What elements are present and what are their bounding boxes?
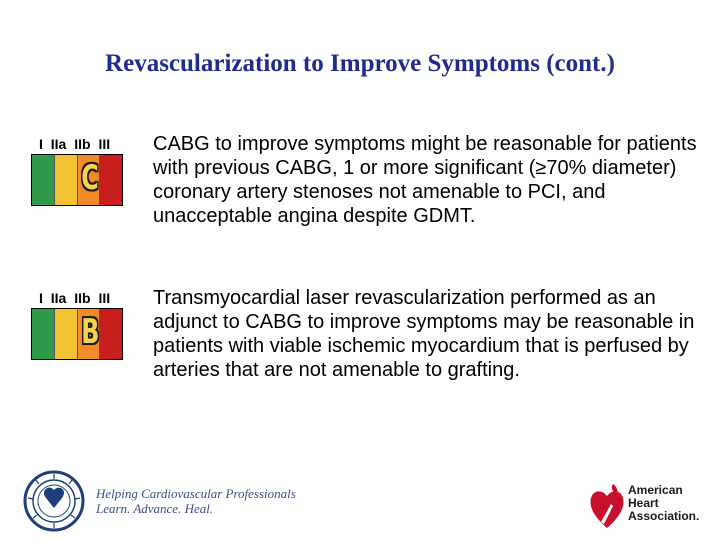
acc-tagline-line-2: Learn. Advance. Heal. bbox=[96, 501, 214, 516]
class-label-IIb: IIb bbox=[74, 290, 91, 306]
class-I-segment bbox=[32, 155, 55, 205]
level-of-evidence: C bbox=[80, 158, 99, 198]
aha-wordmark bbox=[628, 484, 699, 523]
acc-tagline bbox=[96, 486, 296, 516]
acc-tagline-line-1: Helping Cardiovascular Professionals bbox=[96, 486, 296, 501]
recommendation-text: CABG to improve symptoms might be reasonable for patients with previous CABG, 1 or more significant (≥70% diameter) coronary artery stenoses not amenable to PCI, and unacceptable angina despite GDMT. bbox=[153, 133, 697, 227]
recommendation-text: Transmyocardial laser revascularization performed as an adjunct to CABG to improve symptoms may be reasonable in patients with viable ischemic myocardium that is perfused by arteries that are not amenable to grafting. bbox=[153, 287, 695, 381]
recommendation-class-bar bbox=[31, 154, 123, 206]
class-label-I: I bbox=[39, 136, 43, 152]
aha-line-3: Association. bbox=[628, 509, 700, 523]
class-IIa-segment bbox=[55, 155, 78, 205]
class-III-segment bbox=[100, 155, 122, 205]
class-label-III: III bbox=[98, 136, 111, 152]
class-labels bbox=[39, 290, 139, 306]
class-label-IIa: IIa bbox=[50, 290, 67, 306]
level-of-evidence: B bbox=[80, 312, 99, 352]
class-label-III: III bbox=[98, 290, 111, 306]
slide-title: Revascularization to Improve Symptoms (cont.) bbox=[105, 50, 615, 77]
class-label-I: I bbox=[39, 290, 43, 306]
class-IIa-segment bbox=[55, 309, 78, 359]
class-I-segment bbox=[32, 309, 55, 359]
aha-line-1: American bbox=[628, 483, 683, 497]
class-label-IIa: IIa bbox=[50, 136, 67, 152]
recommendation-class-bar bbox=[31, 308, 123, 360]
aha-line-2: Heart bbox=[628, 496, 659, 510]
class-IIb-segment bbox=[78, 155, 101, 205]
class-labels bbox=[39, 136, 139, 152]
class-III-segment bbox=[100, 309, 122, 359]
class-IIb-segment bbox=[78, 309, 101, 359]
heart-torch-icon bbox=[587, 478, 627, 530]
class-label-IIb: IIb bbox=[74, 136, 91, 152]
